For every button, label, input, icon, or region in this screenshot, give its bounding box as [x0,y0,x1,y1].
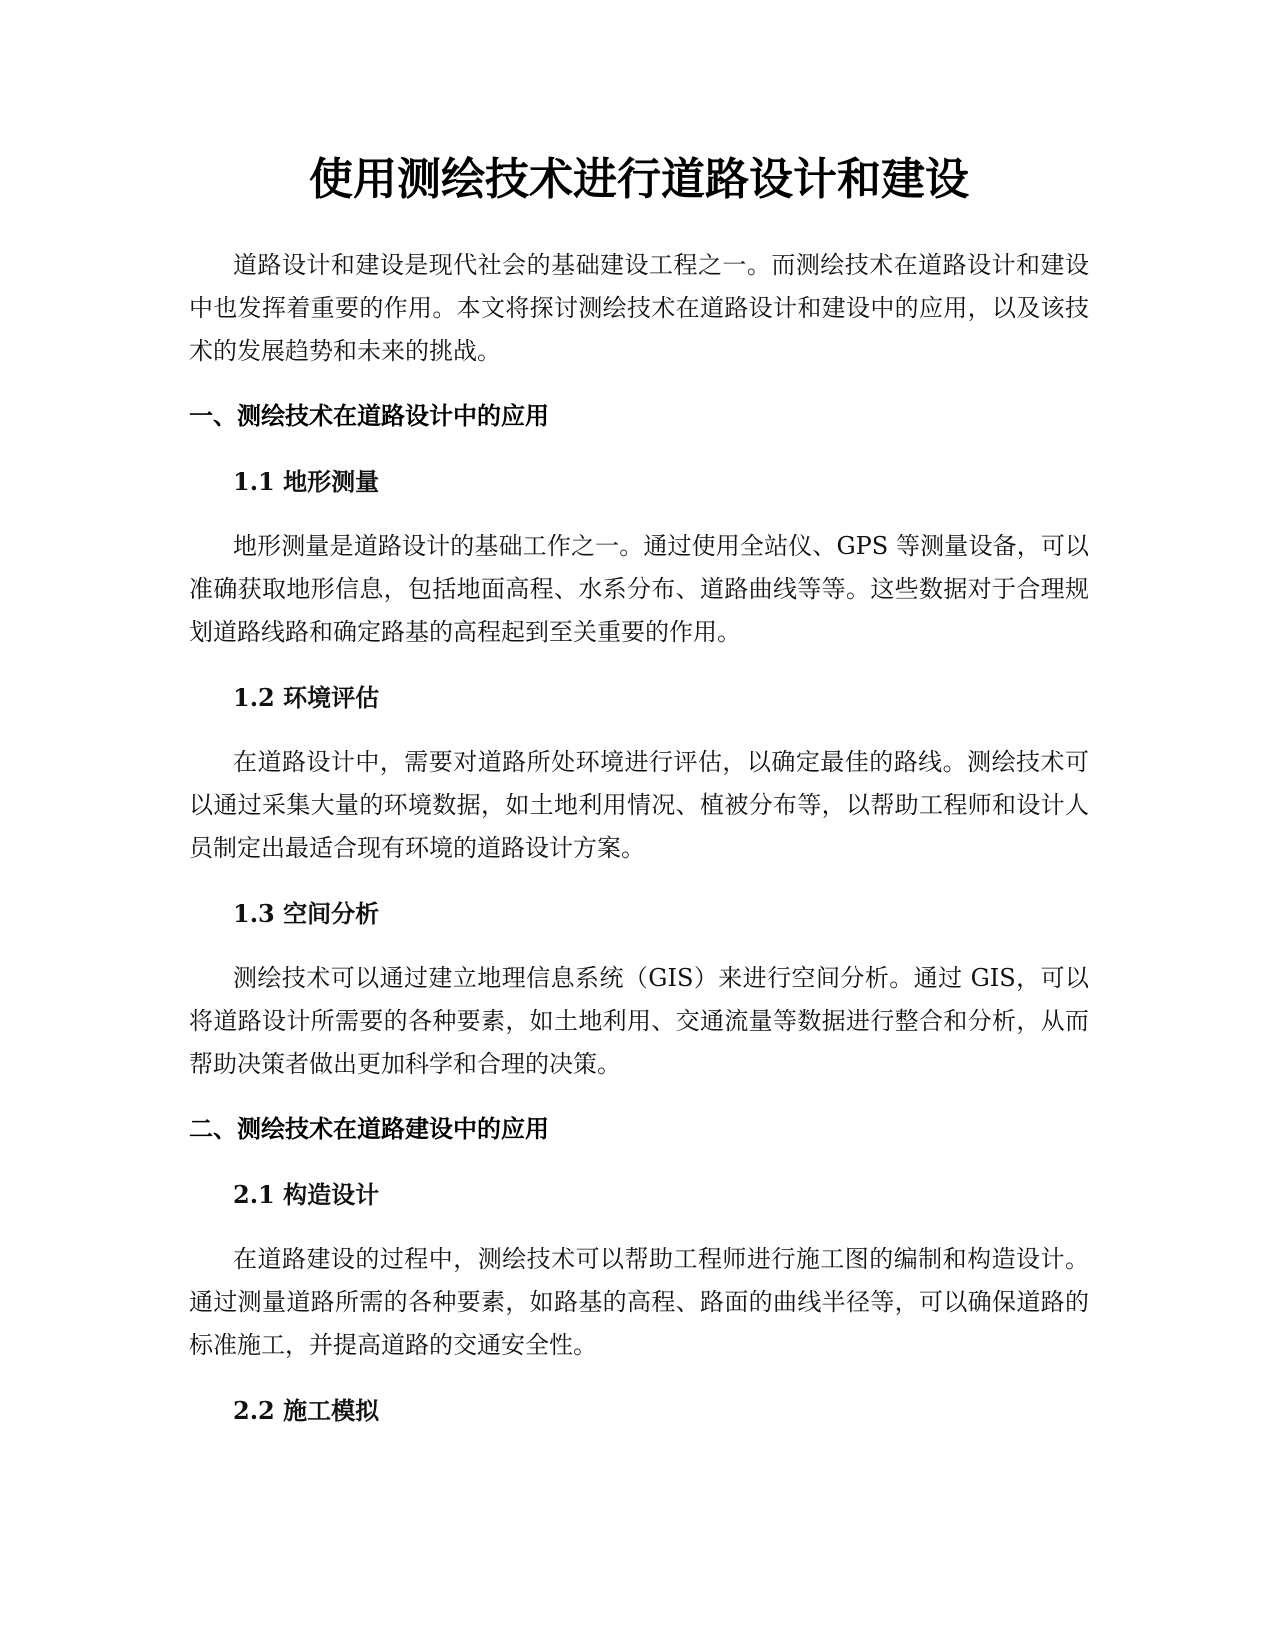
subsection-1-3-paragraph: 测绘技术可以通过建立地理信息系统（GIS）来进行空间分析。通过 GIS，可以将道路设计所需要的各种要素，如土地利用、交通流量等数据进行整合和分析，从而帮助决策者做出更加科学和合理的决策。 [189,964,1089,1078]
subsection-2-2-title: 2.2 施工模拟 [233,1396,380,1425]
document-body [189,150,1089,1432]
subsection-2-1-paragraph: 在道路建设的过程中，测绘技术可以帮助工程师进行施工图的编制和构造设计。通过测量道路所需的各种要素，如路基的高程、路面的曲线半径等，可以确保道路的标准施工，并提高道路的交通安全性。 [189,1245,1089,1359]
document-title: 使用测绘技术进行道路设计和建设 [309,154,969,205]
subsection-1-2-title: 1.2 环境评估 [233,683,380,712]
section-2-heading: 二、测绘技术在道路建设中的应用 [189,1115,549,1143]
subsection-1-1-paragraph: 地形测量是道路设计的基础工作之一。通过使用全站仪、GPS 等测量设备，可以准确获取地形信息，包括地面高程、水系分布、道路曲线等等。这些数据对于合理规划道路线路和确定路基的高程起到至关重要的作用。 [189,532,1089,646]
subsection-1-2-paragraph: 在道路设计中，需要对道路所处环境进行评估，以确定最佳的路线。测绘技术可以通过采集大量的环境数据，如土地利用情况、植被分布等，以帮助工程师和设计人员制定出最适合现有环境的道路设计方案。 [189,748,1089,862]
section-1-heading: 一、测绘技术在道路设计中的应用 [189,402,549,430]
intro-paragraph: 道路设计和建设是现代社会的基础建设工程之一。而测绘技术在道路设计和建设中也发挥着重要的作用。本文将探讨测绘技术在道路设计和建设中的应用，以及该技术的发展趋势和未来的挑战。 [189,251,1089,365]
subsection-1-3-title: 1.3 空间分析 [233,899,380,928]
subsection-2-1-title: 2.1 构造设计 [233,1180,380,1209]
subsection-1-1-title: 1.1 地形测量 [233,467,380,496]
